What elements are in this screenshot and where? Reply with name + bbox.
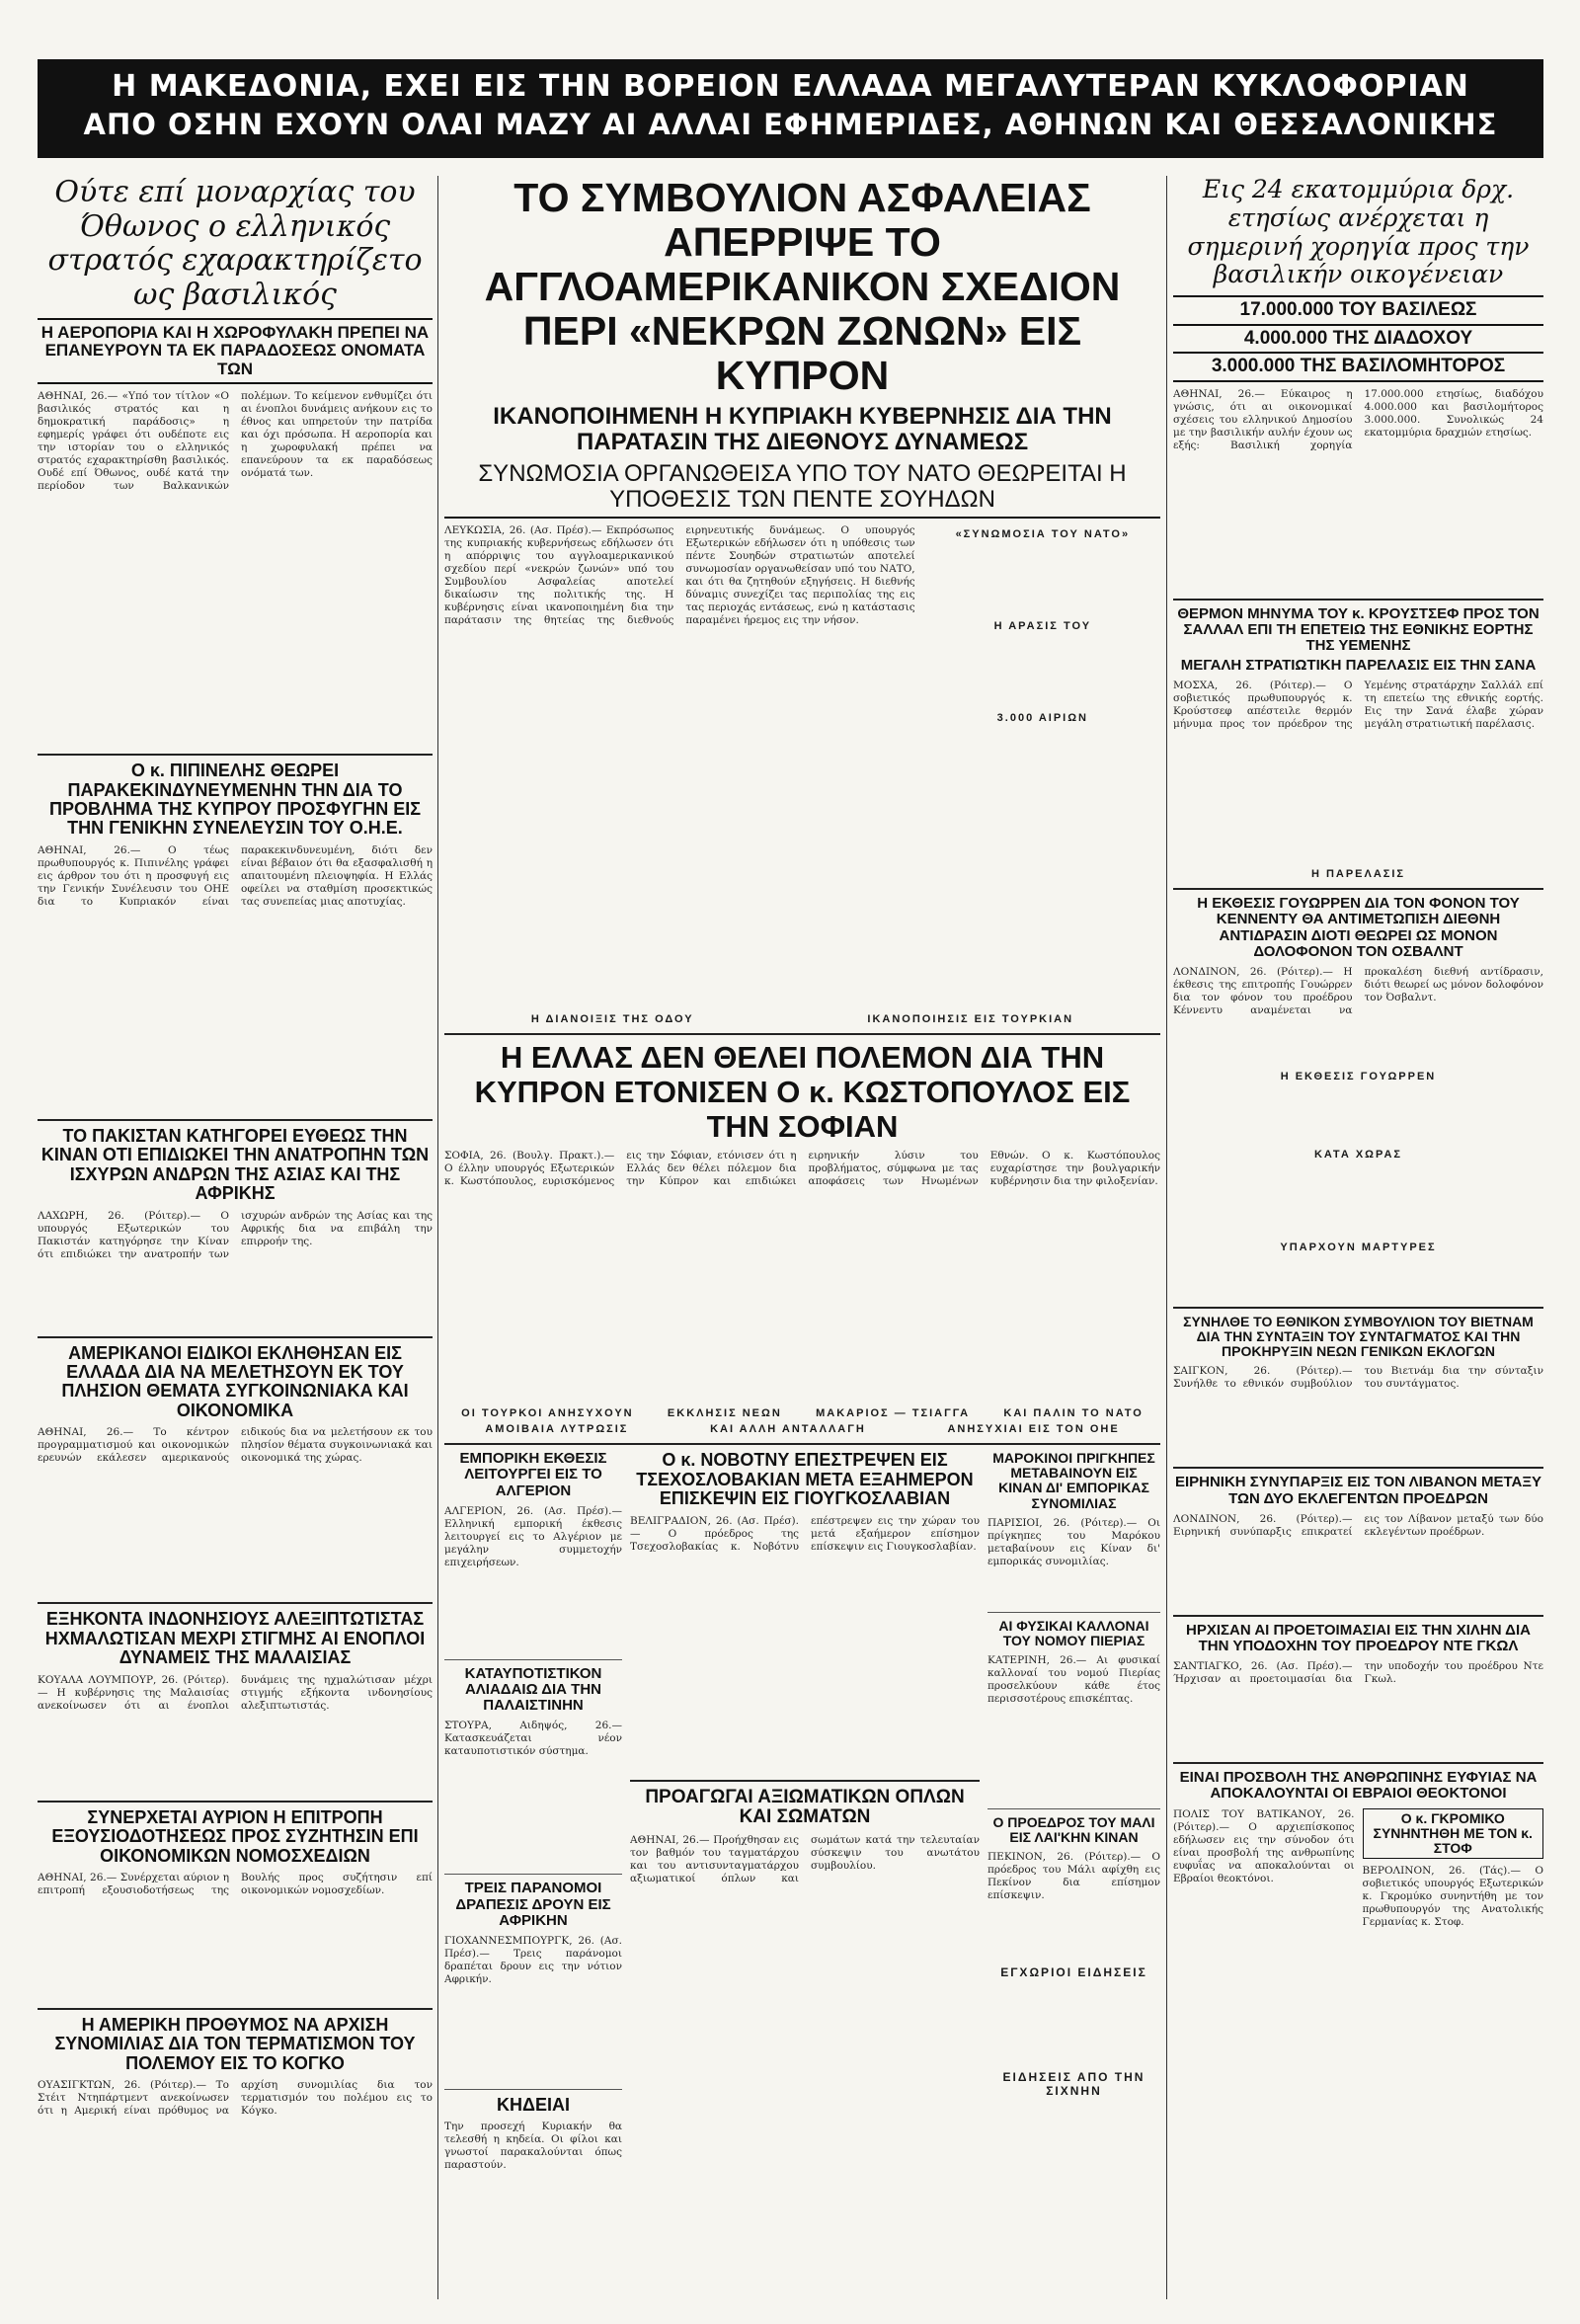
banner-line-1: Η ΜΑΚΕΔΟΝΙΑ, ΕΧΕΙ ΕΙΣ ΤΗΝ ΒΟΡΕΙΟΝ ΕΛΛΑΔΑ ΜΕΓΑΛΥΤΕΡΑΝ ΚΥΚΛΟΦΟΡΙΑΝ: [112, 69, 1469, 104]
center-lower-col-3: [988, 1451, 1160, 2324]
filler: [1173, 1166, 1543, 1236]
right-story-7-body: ΠΟΛΙΣ ΤΟΥ ΒΑΤΙΚΑΝΟΥ, 26. (Ρόιτερ).— Ο αρχιεπίσκοπος εδήλωσεν εις την σύνοδον ότι είναι προσβολή της ανθρωπίνης ευφυΐας να αποκαλούνται οι Εβραίοι θεοκτόνοι.: [1173, 1807, 1355, 1884]
right-kicker-martyres: ΥΠΑΡΧΟΥΝ ΜΑΡΤΥΡΕΣ: [1280, 1242, 1437, 1254]
divider: [38, 1336, 433, 1338]
left-story-3-body: ΛΑΧΩΡΗ, 26. (Ρόιτερ).— Ο υπουργός Εξωτερικών του Πακιστάν κατηγόρησε την Κίναν ότι επιδιώκει την ανατροπήν των ισχυρών ανδρών της Ασίας και της Αφρικής δια να επιβάλη την επιρροήν της.: [38, 1209, 433, 1260]
divider: [630, 1780, 980, 1782]
right-story-2-body: ΜΟΣΧΑ, 26. (Ρόιτερ).— Ο σοβιετικός πρωθυπουργός κ. Κρούστσεφ απέστειλε θερμόν μήνυμα προς τον πρόεδρον της Υεμένης στρατάρχην Σαλλάλ επί τη επετείω της εθνικής εορτής. Εις την Σανά έλαβε χώραν μεγάλη στρατιωτική παρέλασις.: [1173, 680, 1543, 731]
kicker-nato: ΚΑΙ ΠΑΛΙΝ ΤΟ ΝΑΤΟ: [1003, 1407, 1144, 1420]
story-b8-title: ΠΡΟΑΓΩΓΑΙ ΑΞΙΩΜΑΤΙΚΩΝ ΟΠΛΩΝ ΚΑΙ ΣΩΜΑΤΩΝ: [645, 1786, 965, 1828]
left-story-4-title: ΑΜΕΡΙΚΑΝΟΙ ΕΙΔΙΚΟΙ ΕΚΛΗΘΗΣΑΝ ΕΙΣ ΕΛΛΑΔΑ ΔΙΑ ΝΑ ΜΕΛΕΤΗΣΟΥΝ ΕΚ ΤΟΥ ΠΛΗΣΙΟΝ ΘΕΜΑΤΑ ΣΥΓΚΟΙΝΩΝΙΑΚΑ ΚΑΙ ΟΙΚΟΝΟΜΙΚΑ: [61, 1342, 409, 1420]
left-story-6-title: ΣΥΝΕΡΧΕΤΑΙ ΑΥΡΙΟΝ Η ΕΠΙΤΡΟΠΗ ΕΞΟΥΣΙΟΔΟΤΗΣΕΩΣ ΠΡΟΣ ΣΥΖΗΤΗΣΙΝ ΕΠΙ ΟΙΚΟΝΟΜΙΚΩΝ ΝΟΜΟΣΧΕΔΙΩΝ: [51, 1806, 419, 1866]
kicker-dianoixis: Η ΔΙΑΝΟΙΞΙΣ ΤΗΣ ΟΔΟΥ: [530, 1013, 694, 1026]
divider: [988, 1612, 1160, 1613]
right-figure-3: 3.000.000 ΤΗΣ ΒΑΣΙΛΟΜΗΤΟΡΟΣ: [1173, 352, 1543, 382]
right-story-6-title: ΗΡΧΙΣΑΝ ΑΙ ΠΡΟΕΤΟΙΜΑΣΙΑΙ ΕΙΣ ΤΗΝ ΧΙΛΗΝ ΔΙΑ ΤΗΝ ΥΠΟΔΟΧΗΝ ΤΟΥ ΠΡΟΕΔΡΟΥ ΝΤΕ ΓΚΩΛ: [1186, 1621, 1531, 1654]
divider: [38, 2008, 433, 2010]
divider: [444, 1874, 622, 1875]
story-b4-body: ΚΑΤΕΡΙΝΗ, 26.— Αι φυσικαί καλλοναί του νομού Πιερίας προσελκύουν κάθε έτος περισσοτέρους επισκέπτας.: [988, 1653, 1160, 1705]
right-story-3-title: Η ΕΚΘΕΣΙΣ ΓΟΥΩΡΡΕΝ ΔΙΑ ΤΟΝ ΦΟΝΟΝ ΤΟΥ ΚΕΝΝΕΝΤΥ ΘΑ ΑΝΤΙΜΕΤΩΠΙΣΗ ΔΙΕΘΝΗ ΑΝΤΙΔΡΑΣΙΝ ΔΙΟΤΙ ΘΕΩΡΕΙ ΩΣ ΜΟΝΟΝ ΔΟΛΟΦΟΝΟΝ ΤΟΝ ΟΣΒΑΛΝΤ: [1197, 895, 1520, 960]
right-lead-body: ΑΘΗΝΑΙ, 26.— Εύκαιρος η γνώσις, ότι αι οικονομικαί σχέσεις του ελληνικού Δημοσίου με την βασιλικήν αυλήν έχουν ως εξής: Βασιλική χορηγία 17.000.000 ετησίως, διαδόχου 4.000.000 και βασιλομήτορος 3.000.000. Συνολικώς 24 εκατομμύρια δραχμών ετησίως.: [1173, 387, 1543, 451]
masthead-banner: [38, 59, 1543, 158]
right-story-5-body: ΛΟΝΔΙΝΟΝ, 26. (Ρόιτερ).— Ειρηνική συνύπαρξις επικρατεί εις τον Λίβανον μεταξύ των δύο εκλεγέντων προέδρων.: [1173, 1512, 1543, 1538]
left-lead-subtitle: Η ΑΕΡΟΠΟΡΙΑ ΚΑΙ Η ΧΩΡΟΦΥΛΑΚΗ ΠΡΕΠΕΙ ΝΑ ΕΠΑΝΕΥΡΟΥΝ ΤΑ ΕΚ ΠΑΡΑΔΟΣΕΩΣ ΟΝΟΜΑΤΑ ΤΩΝ: [38, 318, 433, 384]
story-b5-title: ΚΑΤΑΥΠΟΤΙΣΤΙΚΟΝ ΑΛΙΑΔΑΙΩ ΔΙΑ ΤΗΝ ΠΑΛΑΙΣΤΙΝΗΝ: [464, 1664, 602, 1715]
kicker-syn-nato: «ΣΥΝΩΜΟΣΙΑ ΤΟΥ ΝΑΤΟ»: [955, 528, 1131, 541]
divider: [444, 2089, 622, 2090]
filler: [988, 1985, 1160, 2064]
left-story-7-body: ΟΥΑΣΙΓΚΤΩΝ, 26. (Ρόιτερ).— Το Στέιτ Ντηπάρτμεντ ανεκοίνωσεν ότι η Αμερική είναι πρόθυμος να αρχίση συνομιλίας δια τον τερματισμόν του πολέμου εις το Κόγκο.: [38, 2079, 433, 2118]
kicker-lytrosis: ΑΜΟΙΒΑΙΑ ΛΥΤΡΩΣΙΣ: [485, 1423, 629, 1436]
story-b3-title: ΜΑΡΟΚΙΝΟΙ ΠΡΙΓΚΗΠΕΣ ΜΕΤΑΒΑΙΝΟΥΝ ΕΙΣ ΚΙΝΑΝ ΔΙ' ΕΜΠΟΡΙΚΑΣ ΣΥΝΟΜΙΛΙΑΣ: [992, 1450, 1155, 1511]
kicker-tourkia: ΙΚΑΝΟΠΟΙΗΣΙΣ ΕΙΣ ΤΟΥΡΚΙΑΝ: [867, 1013, 1074, 1026]
divider: [1173, 1615, 1543, 1617]
left-story-4-body: ΑΘΗΝΑΙ, 26.— Το κέντρον προγραμματισμού και οικονομικών ερευνών εκάλεσεν αμερικανούς ειδικούς δια να μελετήσουν εκ του πλησίον θέματα συγκοινωνιακά και οικονομικά της χώρας.: [38, 1426, 433, 1465]
divider: [444, 1443, 1160, 1445]
center-subheadline-1: ΙΚΑΝΟΠΟΙΗΜΕΝΗ Η ΚΥΠΡΙΑΚΗ ΚΥΒΕΡΝΗΣΙΣ ΔΙΑ ΤΗΝ ΠΑΡΑΤΑΣΙΝ ΤΗΣ ΔΙΕΘΝΟΥΣ ΔΥΝΑΜΕΩΣ: [493, 403, 1112, 456]
right-story-4-title: ΣΥΝΗΛΘΕ ΤΟ ΕΘΝΙΚΟΝ ΣΥΜΒΟΥΛΙΟΝ ΤΟΥ ΒΙΕΤΝΑΜ ΔΙΑ ΤΗΝ ΣΥΝΤΑΞΙΝ ΤΟΥ ΣΥΝΤΑΓΜΑΤΟΣ ΚΑΙ ΤΗΝ ΠΡΟΚΗΡΥΞΙΝ ΝΕΩΝ ΓΕΝΙΚΩΝ ΕΚΛΟΓΩΝ: [1183, 1314, 1534, 1360]
divider: [988, 1808, 1160, 1809]
divider: [38, 1119, 433, 1121]
left-story-6-body: ΑΘΗΝΑΙ, 26.— Συνέρχεται αύριον η επιτροπή εξουσιοδοτήσεως της Βουλής προς συζήτησιν επί οικονομικών νομοσχεδίων.: [38, 1871, 433, 1896]
center-subheadline-2: ΣΥΝΩΜΟΣΙΑ ΟΡΓΑΝΩΘΕΙΣΑ ΥΠΟ ΤΟΥ ΝΑΤΟ ΘΕΩΡΕΙΤΑΙ Η ΥΠΟΘΕΣΙΣ ΤΩΝ ΠΕΝΤΕ ΣΟΥΗΔΩΝ: [444, 461, 1160, 519]
divider: [1173, 1307, 1543, 1309]
left-column: [38, 176, 433, 2213]
story-b1-body: ΑΛΓΕΡΙΟΝ, 26. (Ασ. Πρέσ).— Ελληνική εμπορική έκθεσις λειτουργεί εις το Αλγέριον με μεγάλην συμμετοχήν επιχειρήσεων.: [444, 1504, 622, 1568]
kicker-tourkoi: ΟΙ ΤΟΥΡΚΟΙ ΑΝΗΣΥΧΟΥΝ: [461, 1407, 634, 1420]
story-b1-title: ΕΜΠΟΡΙΚΗ ΕΚΘΕΣΙΣ ΛΕΙΤΟΥΡΓΕΙ ΕΙΣ ΤΟ ΑΛΓΕΡΙΟΝ: [459, 1450, 607, 1499]
story-b6-body: ΓΙΟΧΑΝΝΕΣΜΠΟΥΡΓΚ, 26. (Ασ. Πρέσ).— Τρεις παράνομοι δραπέται δρουν εις την νότιον Αφρικήν.: [444, 1934, 622, 1985]
story-b6-title: ΤΡΕΙΣ ΠΑΡΑΝΟΜΟΙ ΔΡΑΠΕΣΙΣ ΔΡΟΥΝ ΕΙΣ ΑΦΡΙΚΗΝ: [455, 1880, 611, 1929]
filler: [1173, 1088, 1543, 1143]
center-column: [444, 176, 1160, 2324]
left-story-2-body: ΑΘΗΝΑΙ, 26.— Ο τέως πρωθυπουργός κ. Πιπινέλης γράφει εις άρθρον του ότι η προσφυγή εις την Γενικήν Συνέλευσιν του ΟΗΕ δια το Κυπριακόν είναι παρακεκινδυνευμένη, διότι δεν είναι βέβαιον ότι θα εξασφαλισθή η απαιτουμένη πλειοψηφία. Η Ελλάς οφείλει να σταθμίση προσεκτικώς τας συνεπείας μιας αποτυχίας.: [38, 843, 433, 908]
left-story-2-title: Ο κ. ΠΙΠΙΝΕΛΗΣ ΘΕΩΡΕΙ ΠΑΡΑΚΕΚΙΝΔΥΝΕΥΜΕΝΗΝ ΤΗΝ ΔΙΑ ΤΟ ΠΡΟΒΛΗΜΑ ΤΗΣ ΚΥΠΡΟΥ ΠΡΟΣΦΥΓΗΝ ΕΙΣ ΤΗΝ ΓΕΝΙΚΗΝ ΣΥΝΕΛΕΥΣΙΝ ΤΟΥ Ο.Η.Ε.: [48, 761, 422, 839]
right-figure-2: 4.000.000 ΤΗΣ ΔΙΑΔΟΧΟΥ: [1173, 324, 1543, 350]
right-story-6-body: ΣΑΝΤΙΑΓΚΟ, 26. (Ασ. Πρέσ).— Ήρχισαν αι προετοιμασίαι δια την υποδοχήν του προέδρου Ντε Γκωλ.: [1173, 1660, 1543, 1686]
banner-line-2: ΑΠΟ ΟΣΗΝ ΕΧΟΥΝ ΟΛΑΙ ΜΑΖΥ ΑΙ ΑΛΛΑΙ ΕΦΗΜΕΡΙΔΕΣ, ΑΘΗΝΩΝ ΚΑΙ ΘΕΣΣΑΛΟΝΙΚΗΣ: [83, 108, 1498, 141]
right-story-2-title: ΘΕΡΜΟΝ ΜΗΝΥΜΑ ΤΟΥ κ. ΚΡΟΥΣΤΣΕΦ ΠΡΟΣ ΤΟΝ ΣΑΛΛΑΛ ΕΠΙ ΤΗ ΕΠΕΤΕΙΩ ΤΗΣ ΕΘΝΙΚΗΣ ΕΟΡΤΗΣ ΤΗΣ ΥΕΜΕΝΗΣ: [1177, 604, 1540, 654]
story-b9-title: Ο ΠΡΟΕΔΡΟΣ ΤΟΥ ΜΑΛΙ ΕΙΣ ΛΑΙ'ΚΗΝ ΚΙΝΑΝ: [992, 1813, 1155, 1846]
left-story-3-title: ΤΟ ΠΑΚΙΣΤΑΝ ΚΑΤΗΓΟΡΕΙ ΕΥΘΕΩΣ ΤΗΝ ΚΙΝΑΝ ΟΤΙ ΕΠΙΔΙΩΚΕΙ ΤΗΝ ΑΝΑΤΡΟΠΗΝ ΤΩΝ ΙΣΧΥΡΩΝ ΑΝΔΡΩΝ ΤΗΣ ΑΣΙΑΣ ΚΑΙ ΤΗΣ ΑΦΡΙΚΗΣ: [40, 1125, 430, 1204]
center-second-body: ΣΟΦΙΑ, 26. (Βουλγ. Πρακτ.).— Ο έλλην υπουργός Εξωτερικών κ. Κωστόπουλος, ευρισκόμενος εις την Σόφιαν, ετόνισεν ότι η Ελλάς δεν θέλει πόλεμον δια την Κύπρον και επιδιώκει ειρηνικήν λύσιν του προβλήματος, σύμφωνα με τας αποφάσεις των Ηνωμένων Εθνών. Ο κ. Κωστόπουλος ευχαρίστησε την βουλγαρικήν κυβέρνησιν δια την φιλοξενίαν.: [444, 1150, 1160, 1188]
right-story-5-title: ΕΙΡΗΝΙΚΗ ΣΥΝΥΠΑΡΞΙΣ ΕΙΣ ΤΟΝ ΛΙΒΑΝΟΝ ΜΕΤΑΞΥ ΤΩΝ ΔΥΟ ΕΚΛΕΓΕΝΤΩΝ ΠΡΟΕΔΡΩΝ: [1174, 1474, 1542, 1507]
kicker-arasis: Η ΑΡΑΣΙΣ ΤΟΥ: [993, 620, 1092, 633]
story-b7-body: Την προσεχή Κυριακήν θα τελεσθή η κηδεία. Οι φίλοι και γνωστοί παρακαλούνται όπως παραστούν.: [444, 2121, 622, 2172]
column-rule-right: [1166, 176, 1167, 2299]
divider: [1173, 888, 1543, 890]
story-b5-body: ΣΤΟΥΡΑ, Αιδηψός, 26.— Κατασκευάζεται νέον καταυποτιστικόν σύστημα.: [444, 1720, 622, 1758]
divider: [444, 1033, 1160, 1035]
right-kicker-kata-choras: ΚΑΤΑ ΧΩΡΑΣ: [1313, 1149, 1403, 1162]
right-column: [1173, 176, 1543, 1982]
right-story-8-body: ΒΕΡΟΛΙΝΟΝ, 26. (Τάς).— Ο σοβιετικός υπουργός Εξωτερικών κ. Γκρομύκο συνηντήθη με τον πρωθυπουργόν της Ανατολικής Γερμανίας κ. Στοφ.: [1362, 1864, 1543, 1928]
story-b10-title: ΕΓΧΩΡΙΟΙ ΕΙΔΗΣΕΙΣ: [1000, 1965, 1147, 1980]
kicker-makarios: ΜΑΚΑΡΙΟΣ — ΤΣΙΑΓΓΑ: [816, 1407, 971, 1420]
kicker-3000: 3.000 ΑΙΡΙΩΝ: [996, 712, 1088, 725]
story-b8-body: ΑΘΗΝΑΙ, 26.— Προήχθησαν εις τον βαθμόν του ταγματάρχου και του αντισυνταγματάρχου αξιωματικοί όπλων και σωμάτων κατά την τελευταίαν σύσκεψιν του ανωτάτου συμβουλίου.: [630, 1833, 980, 1884]
story-b4-title: ΑΙ ΦΥΣΙΚΑΙ ΚΑΛΛΟΝΑΙ ΤΟΥ ΝΟΜΟΥ ΠΙΕΡΙΑΣ: [998, 1617, 1149, 1648]
divider: [38, 754, 433, 756]
story-b2-body: ΒΕΛΙΓΡΑΔΙΟΝ, 26. (Ασ. Πρέσ).— Ο πρόεδρος της Τσεχοσλοβακίας κ. Νοβότνυ επέστρεψεν εις την χώραν του μετά εξαήμερον επίσημον επίσκεψιν εις Γιουγκοσλαβίαν.: [630, 1514, 980, 1553]
kicker-ekklisis: ΕΚΚΛΗΣΙΣ ΝΕΩΝ: [667, 1407, 782, 1420]
center-lower-col-2: [630, 1451, 980, 2324]
story-b2-title: Ο κ. ΝΟΒΟΤΝΥ ΕΠΕΣΤΡΕΨΕΝ ΕΙΣ ΤΣΕΧΟΣΛΟΒΑΚΙΑΝ ΜΕΤΑ ΕΞΑΗΜΕΡΟΝ ΕΠΙΣΚΕΨΙΝ ΕΙΣ ΓΙΟΥΓΚΟΣΛΑΒΙΑΝ: [636, 1450, 974, 1509]
story-b11-title: ΕΙΔΗΣΕΙΣ ΑΠΟ ΤΗΝ ΣΙΧΝΗΝ: [1002, 2070, 1146, 2099]
kicker-oie: ΑΝΗΣΥΧΙΑΙ ΕΙΣ ΤΟΝ ΟΗΕ: [947, 1423, 1120, 1436]
right-kicker-warren: Η ΕΚΘΕΣΙΣ ΓΟΥΩΡΡΕΝ: [1280, 1071, 1437, 1083]
column-rule-left: [437, 176, 438, 2299]
right-story-2-subtitle: ΜΕΓΑΛΗ ΣΤΡΑΤΙΩΤΙΚΗ ΠΑΡΕΛΑΣΙΣ ΕΙΣ ΤΗΝ ΣΑΝΑ: [1180, 657, 1537, 675]
left-story-5-title: ΕΞΗΚΟΝΤΑ ΙΝΔΟΝΗΣΙΟΥΣ ΑΛΕΞΙΠΤΩΤΙΣΤΑΣ ΗΧΜΑΛΩΤΙΣΑΝ ΜΕΧΡΙ ΣΤΙΓΜΗΣ ΑΙ ΕΝΟΠΛΟΙ ΔΥΝΑΜΕΙΣ ΤΗΣ ΜΑΛΑΙΣΙΑΣ: [44, 1609, 426, 1668]
divider: [1173, 599, 1543, 601]
right-kicker-parelasis: Η ΠΑΡΕΛΑΣΙΣ: [1310, 868, 1406, 881]
story-b3-body: ΠΑΡΙΣΙΟΙ, 26. (Ρόιτερ).— Οι πρίγκηπες του Μαρόκου μεταβαίνουν εις Κίναν δι' εμπορικάς συνομιλίας.: [988, 1516, 1160, 1567]
story-b7-title: ΚΗΔΕΙΑΙ: [497, 2094, 570, 2115]
left-story-7-title: Η ΑΜΕΡΙΚΗ ΠΡΟΘΥΜΟΣ ΝΑ ΑΡΧΙΣΗ ΣΥΝΟΜΙΛΙΑΣ ΔΙΑ ΤΟΝ ΤΕΡΜΑΤΙΣΜΟΝ ΤΟΥ ΠΟΛΕΜΟΥ ΕΙΣ ΤΟ ΚΟΓΚΟ: [54, 2014, 416, 2073]
kicker-antallagi: ΚΑΙ ΑΛΛΗ ΑΝΤΑΛΛΑΓΗ: [710, 1423, 866, 1436]
divider: [38, 1801, 433, 1803]
filler: [1173, 1259, 1543, 1299]
left-story-5-body: ΚΟΥΑΛΑ ΛΟΥΜΠΟΥΡ, 26. (Ρόιτερ).— Η κυβέρνησις της Μαλαισίας ανεκοίνωσεν ότι αι ένοπλοι δυνάμεις της ηχμαλώτισαν μέχρι στιγμής εξήκοντα ινδονησίους αλεξιπτωτιστάς.: [38, 1673, 433, 1712]
right-story-7-title: ΕΙΝΑΙ ΠΡΟΣΒΟΛΗ ΤΗΣ ΑΝΘΡΩΠΙΝΗΣ ΕΥΦΥΙΑΣ ΝΑ ΑΠΟΚΑΛΟΥΝΤΑΙ ΟΙ ΕΒΡΑΙΟΙ ΘΕΟΚΤΟΝΟΙ: [1179, 1769, 1538, 1803]
right-story-8-title: Ο κ. ΓΚΡΟΜΙΚΟ ΣΥΝΗΝΤΗΘΗ ΜΕ ΤΟΝ κ. ΣΤΟΦ: [1363, 1808, 1544, 1859]
divider: [1173, 1467, 1543, 1469]
center-main-headline: ΤΟ ΣΥΜΒΟΥΛΙΟΝ ΑΣΦΑΛΕΙΑΣ ΑΠΕΡΡΙΨΕ ΤΟ ΑΓΓΛΟΑΜΕΡΙΚΑΝΙΚΟΝ ΣΧΕΔΙΟΝ ΠΕΡΙ «ΝΕΚΡΩΝ ΖΩΝΩΝ» ΕΙΣ ΚΥΠΡΟΝ: [484, 175, 1121, 399]
center-second-headline: Η ΕΛΛΑΣ ΔΕΝ ΘΕΛΕΙ ΠΟΛΕΜΟΝ ΔΙΑ ΤΗΝ ΚΥΠΡΟΝ ΕΤΟΝΙΣΕΝ Ο κ. ΚΩΣΤΟΠΟΥΛΟΣ ΕΙΣ ΤΗΝ ΣΟΦΙΑΝ: [474, 1040, 1131, 1144]
divider: [38, 1602, 433, 1604]
center-main-body: ΛΕΥΚΩΣΙΑ, 26. (Ασ. Πρέσ).— Εκπρόσωπος της κυπριακής κυβερνήσεως εδήλωσεν ότι η απόρριψις του αγγλοαμερικανικού σχεδίου περί «νεκρών ζωνών» υπό του Συμβουλίου Ασφαλείας αποτελεί δικαίωσιν της πολιτικής της. Η κυβέρνησις είναι ικανοποιημένη δια την παράτασιν της θητείας της διεθνούς ειρηνευτικής δυνάμεως. Ο υπουργός Εξωτερικών εδήλωσεν ότι η υπόθεσις των πέντε Σουηδών στρατιωτών αποτελεί συνωμοσίαν οργανωθείσαν υπό του ΝΑΤΟ, και ότι θα ζητηθούν εξηγήσεις. Η διεθνής δύναμις συνεχίζει τας περιπολίας της εις τας περιοχάς εντάσεως, ενώ η κατάστασις παραμένει ήρεμος εις την νήσον.: [444, 524, 915, 627]
story-b9-body: ΠΕΚΙΝΟΝ, 26. (Ρόιτερ).— Ο πρόεδρος του Μάλι αφίχθη εις Πεκίνον δια επίσημον επίσκεψιν.: [988, 1851, 1160, 1902]
left-lead-body: ΑΘΗΝΑΙ, 26.— «Υπό τον τίτλον «Ο βασιλικός στρατός και η δημοκρατική παράδοσις» η εφημερίς γράφει ότι ουδέποτε εις την ιστορίαν του ο ελληνικός στρατός εχαρακτηρίσθη βασιλικός. Ουδέ επί Όθωνος, ουδέ κατά την περίοδον των Βαλκανικών πολέμων. Το κείμενον ενθυμίζει ότι αι ένοπλοι δυνάμεις ανήκουν εις το έθνος και υπηρετούν την πατρίδα και όχι πρόσωπα. Η αεροπορία και η χωροφυλακή πρέπει να επανεύρουν τα εκ παραδόσεως ονόματά των.: [38, 390, 433, 493]
right-story-3-body: ΛΟΝΔΙΝΟΝ, 26. (Ρόιτερ).— Η έκθεσις της επιτροπής Γουώρρεν δια τον φόνον του προέδρου Κέννεντυ αναμένεται να προκαλέση διεθνή αντίδρασιν, διότι θεωρεί ως μόνον δολοφόνον τον Όσβαλντ.: [1173, 966, 1543, 1017]
divider: [444, 1659, 622, 1660]
center-lower-col-1: [444, 1451, 622, 2324]
right-figure-1: 17.000.000 ΤΟΥ ΒΑΣΙΛΕΩΣ: [1173, 295, 1543, 321]
right-lead-title: Εις 24 εκατομμύρια δρχ. ετησίως ανέρχεται η σημερινή χορηγία προς την βασιλικήν οικογένειαν: [1187, 175, 1530, 289]
divider: [1173, 1762, 1543, 1764]
right-story-4-body: ΣΑΙΓΚΟΝ, 26. (Ρόιτερ).— Συνήλθε το εθνικόν συμβούλιον του Βιετνάμ δια την σύνταξιν του συντάγματος.: [1173, 1365, 1543, 1391]
left-lead-title: Ούτε επί μοναρχίας του Όθωνος ο ελληνικός στρατός εχαρακτηρίζετο ως βασιλικός: [47, 175, 423, 312]
